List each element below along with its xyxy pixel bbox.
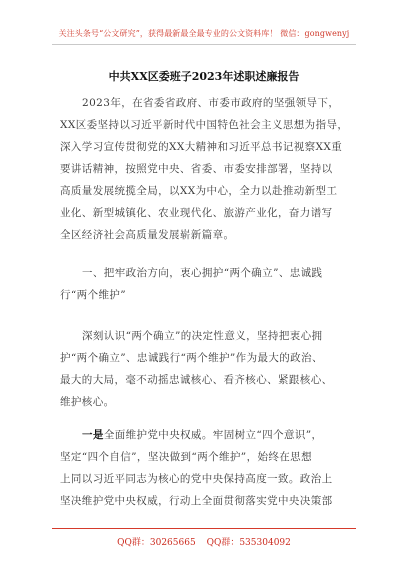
heading-line: 行“两个维护” bbox=[60, 289, 127, 301]
footer-qq-group-2: QQ群：535304092 bbox=[206, 538, 291, 548]
paragraph-line: 2023年，在省委省政府、市委市政府的坚强领导下， bbox=[82, 97, 340, 109]
footer-qq-group-1: QQ群：30265665 bbox=[117, 538, 196, 548]
paragraph-line: 坚定“四个自信”，坚决做到“两个维护”，始终在思想 bbox=[60, 451, 312, 463]
paragraph-line bbox=[60, 424, 360, 446]
header-banner: 关注头条号“公文研究”，获得最新最全最专业的公文资料库！ 微信：gongwenyj bbox=[58, 29, 350, 38]
paragraph-line: 业化、新型城镇化、农业现代化、旅游产业化，奋力谱写 bbox=[60, 207, 333, 219]
paragraph-line: 坚决维护党中央权威，行动上全面贯彻落实党中央决策部 bbox=[60, 495, 333, 507]
section-heading-1 bbox=[60, 262, 360, 306]
paragraph-line: 最大的大局，毫不动摇忠诚核心、看齐核心、紧跟核心、 bbox=[60, 374, 333, 386]
paragraph-line: 高质量发展统揽全局，以XX为中心，全力以赴推动新型工 bbox=[60, 185, 338, 197]
document-title: 中共XX区委班子2023年述职述廉报告 bbox=[108, 70, 300, 83]
paragraph-line: 护“两个确立”、忠诚践行“两个维护”作为最大的政治、 bbox=[60, 352, 323, 364]
footer bbox=[0, 535, 408, 548]
paragraph-line: 要讲话精神，按照党中央、省委、市委安排部署，坚持以 bbox=[60, 163, 333, 175]
paragraph-line: 维护核心。 bbox=[60, 396, 115, 408]
paragraph-two-establishments bbox=[60, 325, 360, 413]
header-divider bbox=[52, 44, 356, 45]
paragraph-authority bbox=[60, 424, 360, 512]
paragraph-line: 上同以习近平同志为核心的党中央保持高度一致。政治上 bbox=[60, 473, 333, 485]
lead-phrase: 一是 bbox=[82, 429, 104, 441]
lead-rest: 全面维护党中央权威。牢固树立“四个意识”， bbox=[103, 429, 323, 441]
footer-divider bbox=[52, 528, 356, 529]
heading-line: 一、把牢政治方向，衷心拥护“两个确立”、忠诚践 bbox=[82, 267, 323, 279]
paragraph-line: 深刻认识“两个确立”的决定性意义，坚持把衷心拥 bbox=[82, 330, 323, 342]
paragraph-line: 深入学习宣传贯彻党的XX大精神和习近平总书记视察XX重 bbox=[60, 141, 343, 153]
paragraph-line: XX区委坚持以习近平新时代中国特色社会主义思想为指导， bbox=[60, 119, 349, 131]
paragraph-intro bbox=[60, 92, 360, 246]
paragraph-line: 全区经济社会高质量发展崭新篇章。 bbox=[60, 229, 235, 241]
